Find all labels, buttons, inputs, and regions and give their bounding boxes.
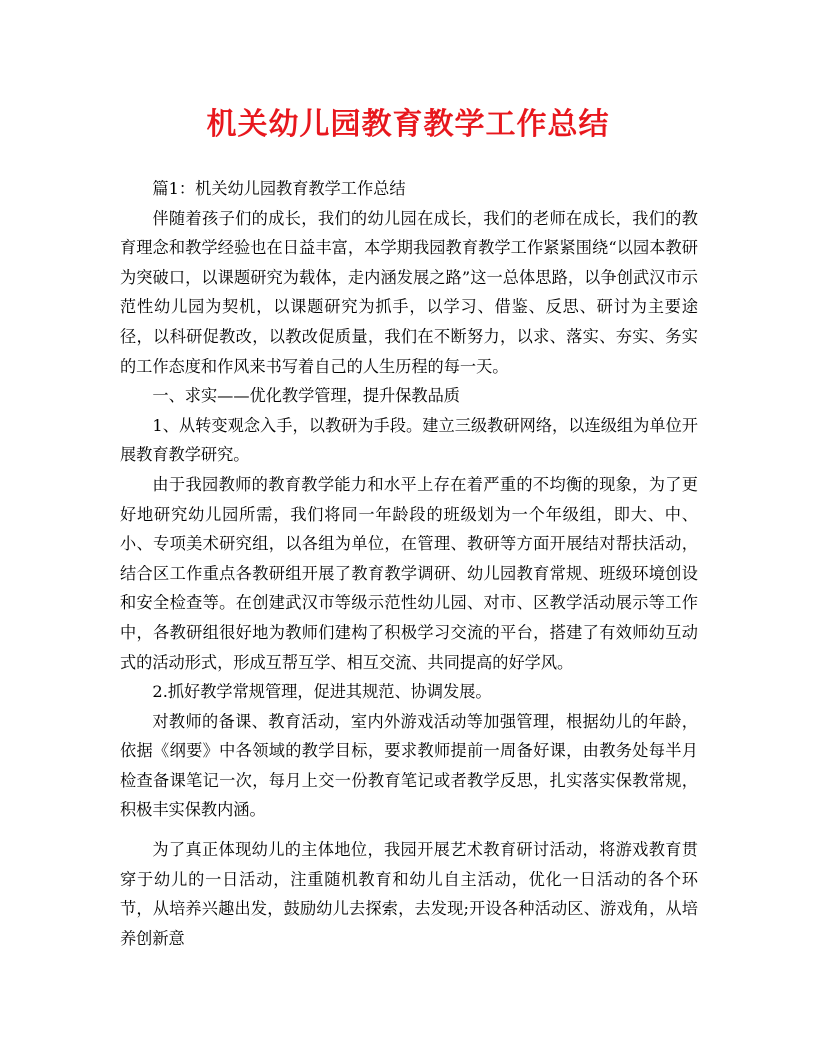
document-title: 机关幼儿园教育教学工作总结 xyxy=(206,107,610,142)
paragraph: 由于我园教师的教育教学能力和水平上存在着严重的不均衡的现象，为了更好地研究幼儿园所需，我们将同一年龄段的班级划为一个年级组，即大、中、小、专项美术研究组，以各组为单位，在管理、教研等方面开展结对帮扶活动，结合区工作重点各教研组开展了教育教学调研、幼儿园教育常规、班级环境创设和安全检查等。在创建武汉市等级示范性幼儿园、对市、区教学活动展示等工作中，各教研组很好地为教师们建构了积极学习交流的平台，搭建了有效师幼互动式的活动形式，形成互帮互学、相互交流、共同提高的好学风。 xyxy=(120,474,698,672)
paragraph: 伴随着孩子们的成长，我们的幼儿园在成长，我们的老师在成长，我们的教育理念和教学经验也在日益丰富，本学期我园教育教学工作紧紧围绕“以园本教研为突破口，以课题研究为载体，走内涵发展之路”这一总体思路，以争创武汉市示范性幼儿园为契机，以课题研究为抓手，以学习、借鉴、反思、研讨为主要途径，以科研促教改，以教改促质量，我们在不断努力，以求、落实、夯实、务实的工作态度和作风来书写着自己的人生历程的每一天。 xyxy=(120,208,698,376)
section-heading: 篇1：机关幼儿园教育教学工作总结 xyxy=(152,179,406,198)
document-body xyxy=(120,174,698,953)
paragraph: 1、从转变观念入手，以教研为手段。建立三级教研网络，以连级组为单位开展教育教学研究。 xyxy=(120,415,698,465)
paragraph: 为了真正体现幼儿的主体地位，我园开展艺术教育研讨活动，将游戏教育贯穿于幼儿的一日活动，注重随机教育和幼儿自主活动，优化一日活动的各个环节，从培养兴趣出发，鼓励幼儿去探索，去发现;开设各种活动区、游戏角，从培养创新意 xyxy=(120,840,698,948)
section-heading: 2.抓好教学常规管理，促进其规范、协调发展。 xyxy=(152,682,492,702)
paragraph: 对教师的备课、教育活动，室内外游戏活动等加强管理，根据幼儿的年龄，依据《纲要》中各领域的教学目标，要求教师提前一周备好课，由教务处每半月检查备课笔记一次，每月上交一份教育笔记或者教学反思，扎实落实保教常规，积极丰实保教内涵。 xyxy=(120,711,698,820)
section-heading: 一、求实——优化教学管理，提升保教品质 xyxy=(152,386,460,406)
